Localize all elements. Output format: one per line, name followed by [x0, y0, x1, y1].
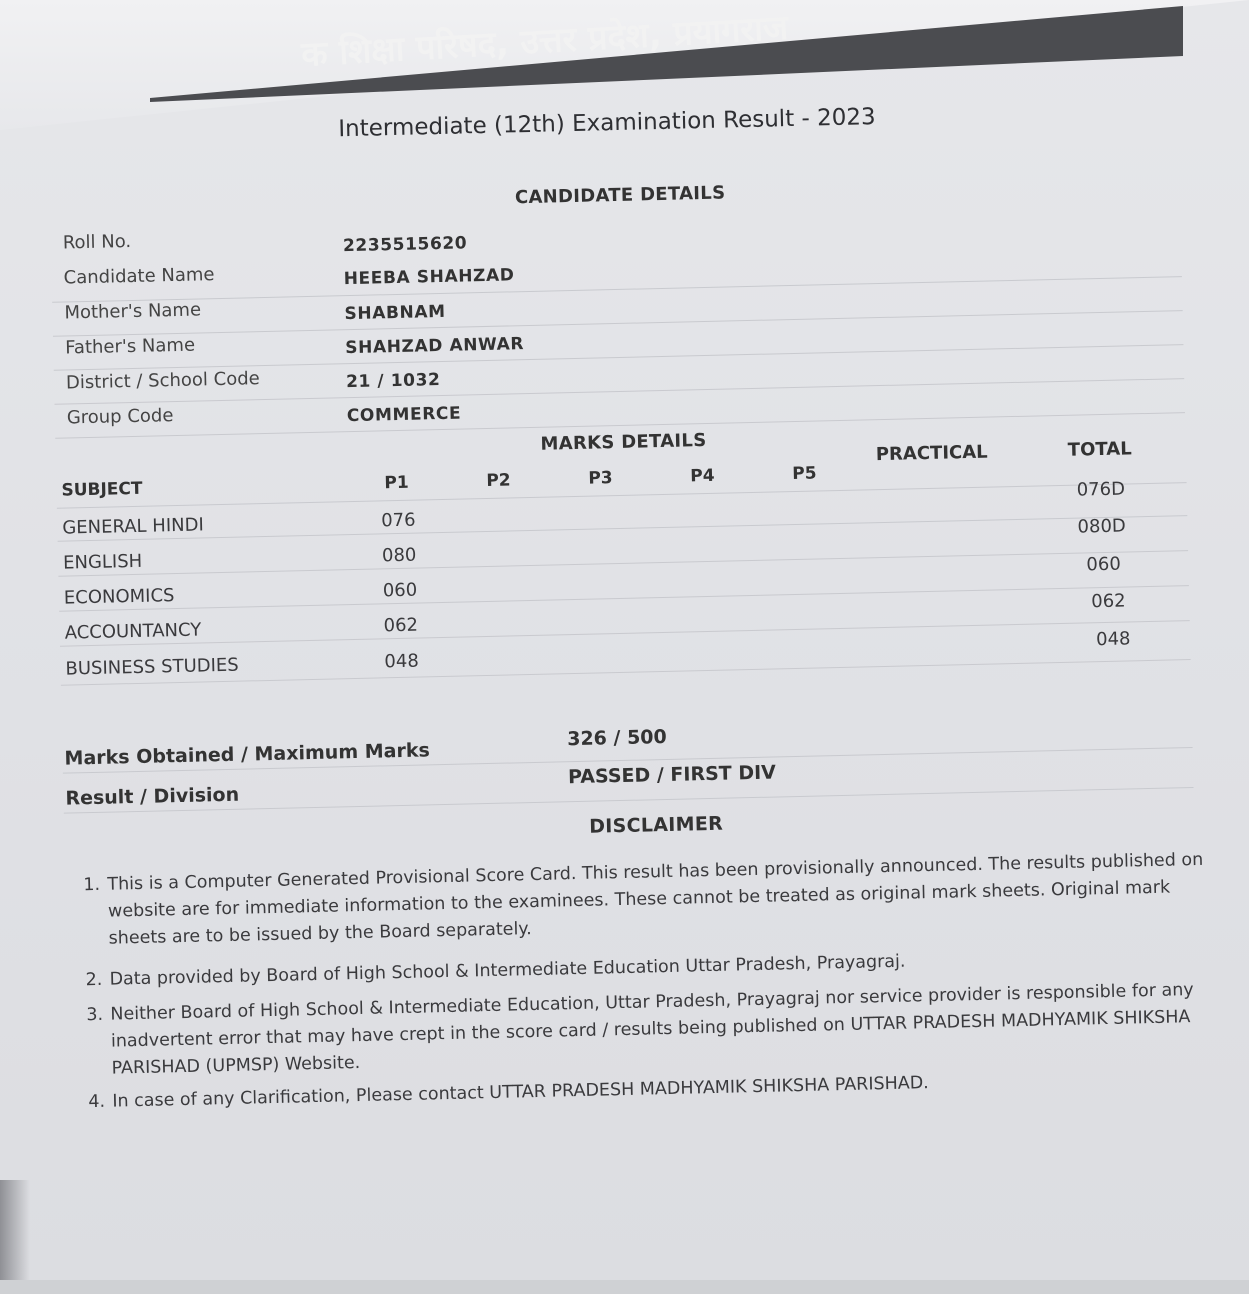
candidate-name-label: Candidate Name — [63, 264, 215, 289]
total-marks: 062 — [1091, 590, 1126, 613]
mother-name-label: Mother's Name — [64, 299, 202, 324]
disclaimer-text: In case of any Clarification, Please contact UTTAR PRADESH MADHYAMIK SHIKSHA PARISHAD. — [112, 1073, 929, 1112]
disclaimer-text: Data provided by Board of High School & Intermediate Education Uttar Pradesh, Prayagraj. — [109, 951, 906, 990]
candidate-details-heading: CANDIDATE DETAILS — [514, 182, 726, 209]
group-code-label: Group Code — [66, 405, 174, 429]
marks-obtained-label: Marks Obtained / Maximum Marks — [64, 739, 431, 770]
row-divider — [58, 515, 1188, 542]
result-division-label: Result / Division — [65, 783, 240, 810]
p1-marks: 062 — [383, 614, 419, 637]
subject-name: GENERAL HINDI — [62, 514, 205, 539]
roll-no-label: Roll No. — [62, 230, 132, 254]
disclaimer-item — [83, 846, 1225, 953]
total-marks: 048 — [1095, 628, 1131, 651]
board-name-hindi: क शिक्षा परिषद, उत्तर प्रदेश, प्रयागराज — [300, 7, 790, 75]
column-header-practical: PRACTICAL — [875, 441, 988, 466]
district-school-code-value: 21 / 1032 — [345, 370, 441, 393]
disclaimer-number: 4. — [88, 1091, 106, 1113]
subject-name: ACCOUNTANCY — [64, 619, 202, 644]
column-header-p4: P4 — [690, 465, 715, 487]
row-divider — [60, 620, 1190, 647]
disclaimer-text: This is a Computer Generated Provisional Score Card. This result has been provisionally announced. The results published on website are for immediate information to the examinees. These cannot be treated as original mark sheets. Original mark sheets are to be issued by the Board separately. — [107, 849, 1204, 949]
subject-name: BUSINESS STUDIES — [65, 654, 239, 680]
disclaimer-number: 1. — [83, 874, 101, 896]
column-header-p5: P5 — [792, 463, 817, 485]
subject-name: ENGLISH — [62, 550, 143, 574]
father-name-value: SHAHZAD ANWAR — [345, 334, 525, 359]
p1-marks: 080 — [381, 544, 417, 567]
column-header-total: TOTAL — [1067, 438, 1132, 461]
column-header-p3: P3 — [588, 468, 613, 489]
mother-name-value: SHABNAM — [344, 301, 446, 325]
row-divider — [53, 310, 1183, 337]
p1-marks: 076 — [380, 509, 416, 532]
p1-marks: 048 — [384, 650, 420, 673]
p1-marks: 060 — [382, 579, 418, 602]
result-division-value: PASSED / FIRST DIV — [567, 761, 777, 789]
page-edge-shadow — [0, 1180, 30, 1280]
disclaimer-number: 2. — [85, 969, 103, 991]
total-marks: 076D — [1076, 478, 1126, 501]
total-marks: 060 — [1086, 553, 1122, 576]
row-divider — [54, 344, 1184, 371]
column-header-subject: SUBJECT — [61, 478, 143, 501]
group-code-value: COMMERCE — [346, 403, 462, 427]
row-divider — [58, 550, 1188, 577]
row-divider — [59, 585, 1189, 612]
exam-title: Intermediate (12th) Examination Result - 2023 — [338, 104, 876, 143]
row-divider — [52, 276, 1182, 303]
total-marks: 080D — [1077, 515, 1127, 538]
roll-no-value: 2235515620 — [342, 233, 468, 257]
column-header-p1: P1 — [384, 472, 409, 494]
column-header-p2: P2 — [486, 470, 511, 491]
subject-name: ECONOMICS — [63, 585, 175, 609]
row-divider — [57, 482, 1187, 509]
disclaimer-heading: DISCLAIMER — [588, 812, 724, 838]
candidate-name-value: HEEBA SHAHZAD — [343, 265, 515, 290]
district-school-code-label: District / School Code — [65, 368, 260, 394]
marks-details-heading: MARKS DETAILS — [540, 429, 707, 455]
father-name-label: Father's Name — [64, 334, 196, 359]
disclaimer-text: Neither Board of High School & Intermediate Education, Uttar Pradesh, Prayagraj nor service provider is responsible for any inadvertent error that may have crept in the score card / results being published on UTTAR PRADESH MADHYAMIK SHIKSHA PARISHAD (UPMSP) Website. — [110, 980, 1194, 1079]
marks-obtained-value: 326 / 500 — [566, 725, 667, 751]
disclaimer-number: 3. — [86, 1004, 104, 1026]
